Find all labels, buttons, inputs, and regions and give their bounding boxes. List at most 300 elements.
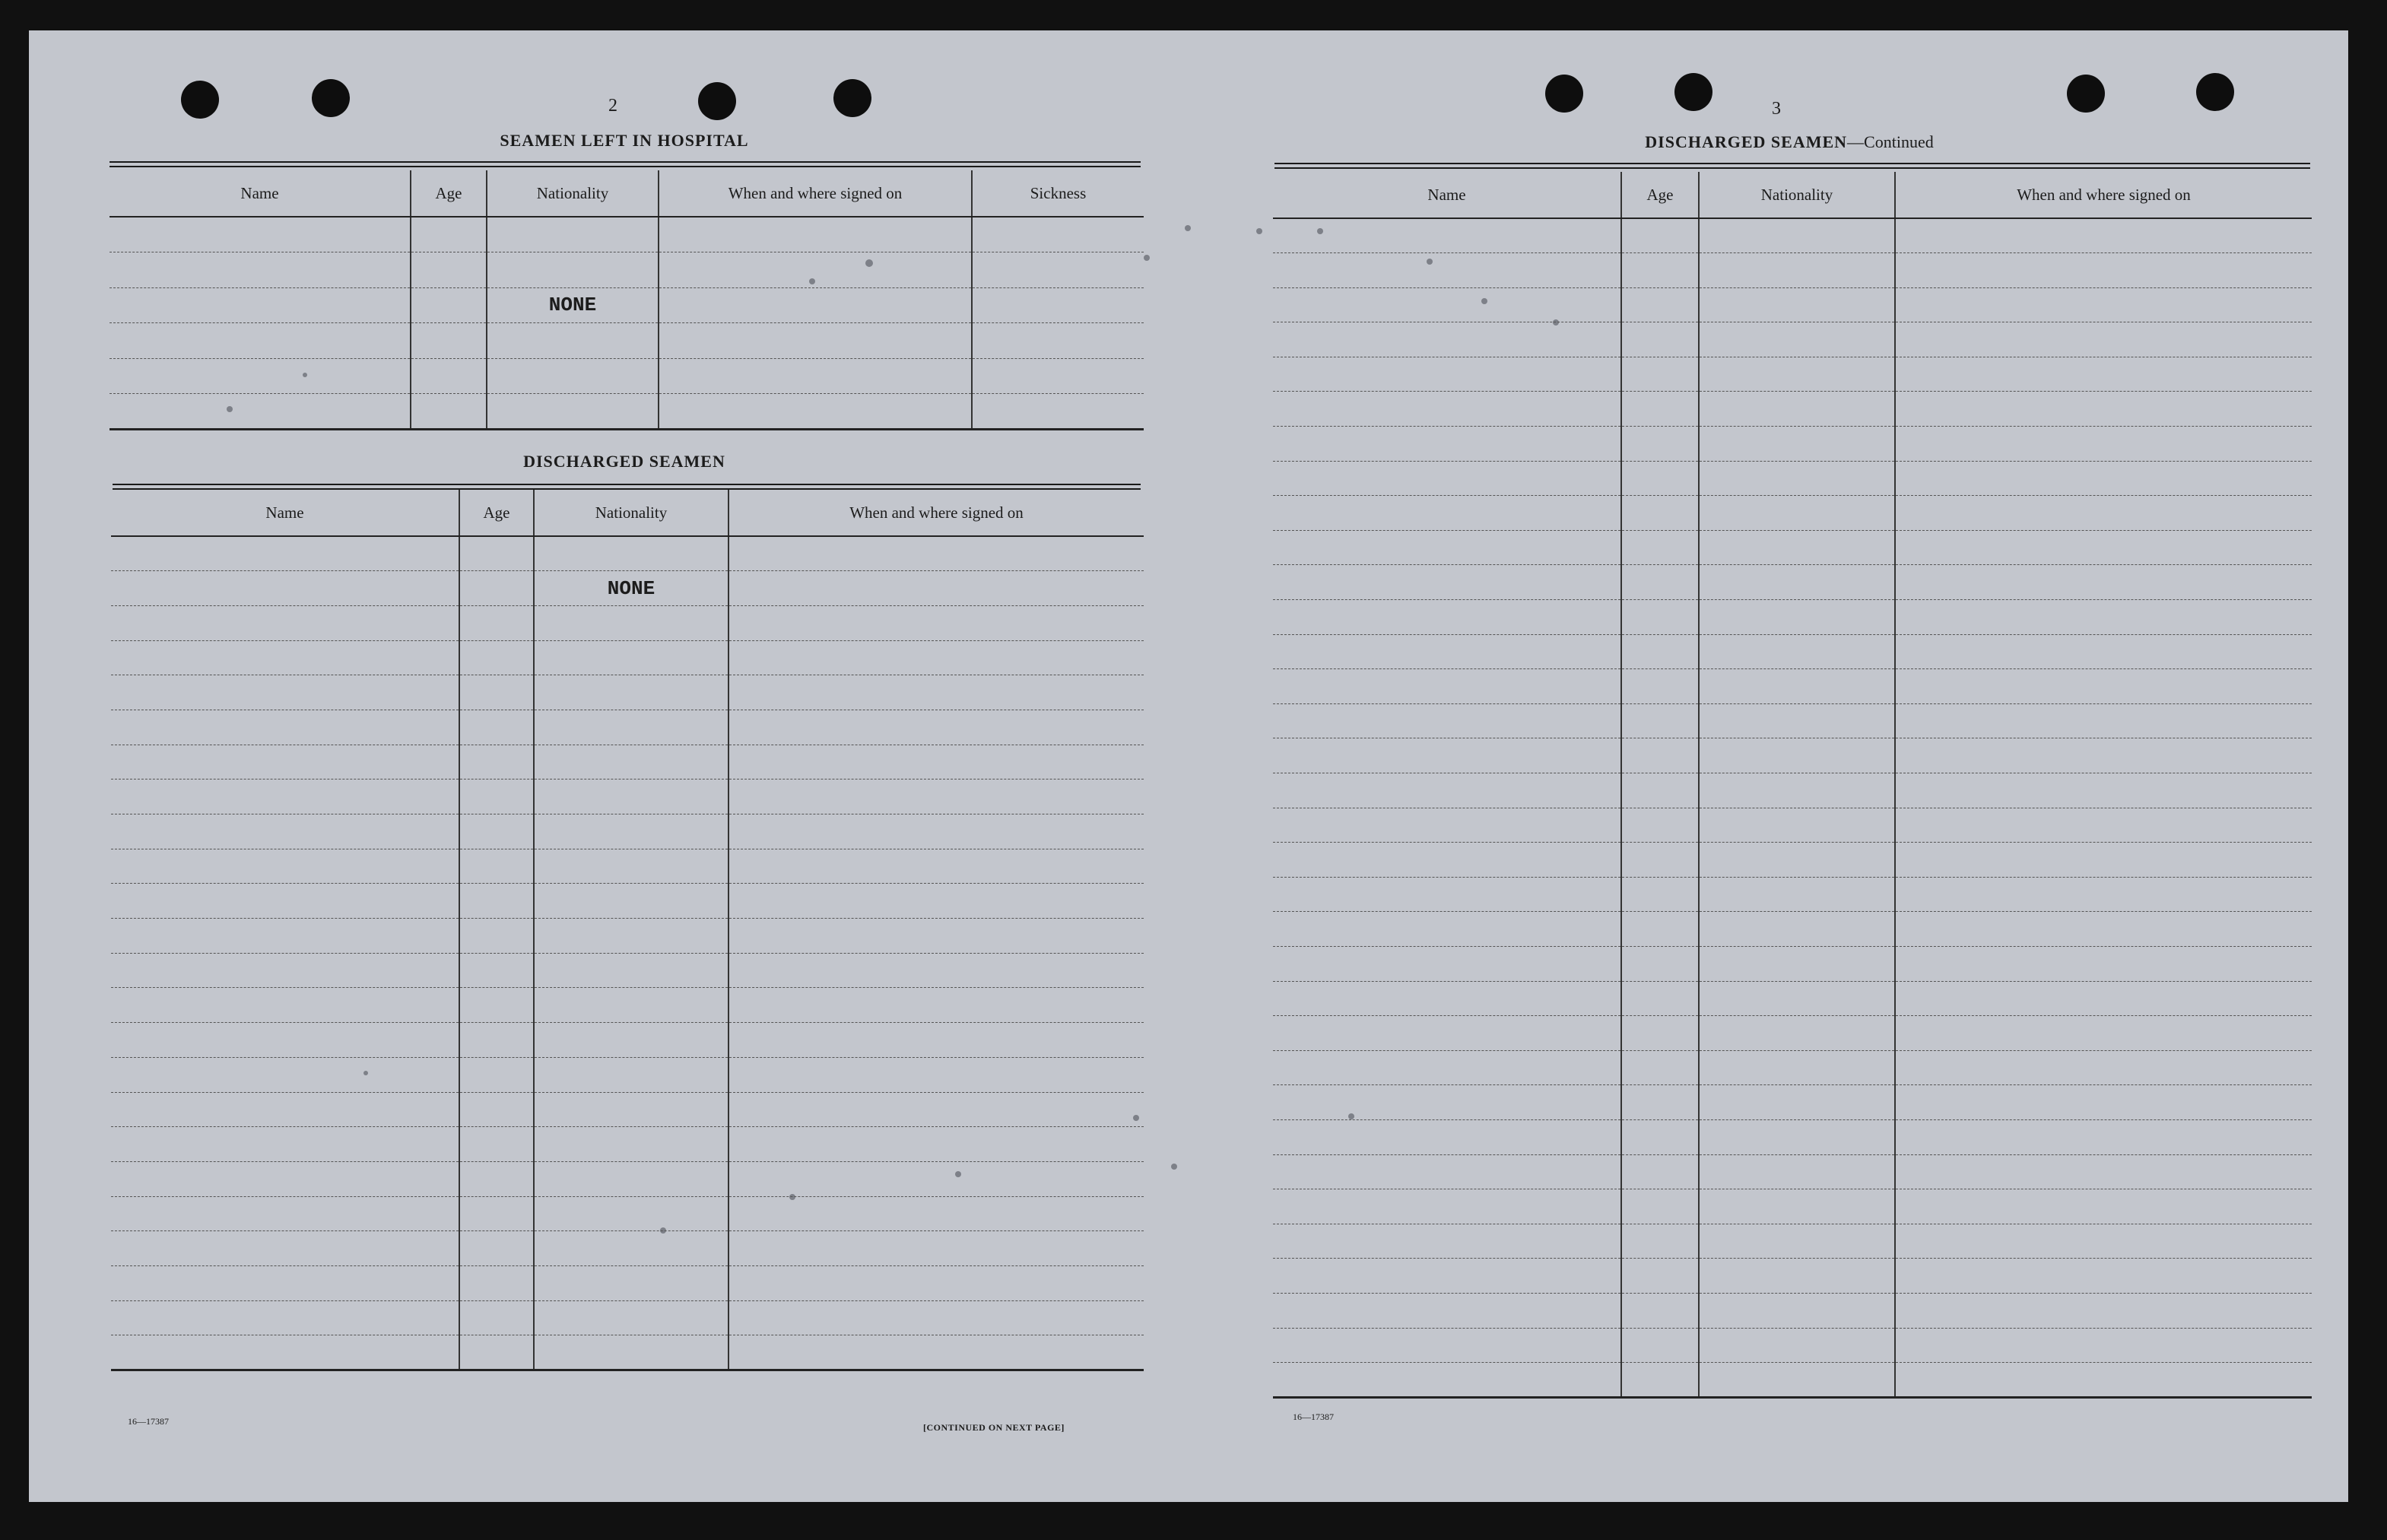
table-row: [1273, 1224, 2312, 1259]
table-cell: [111, 814, 459, 849]
table-cell: [1621, 877, 1699, 912]
table-cell: [972, 358, 1144, 394]
table-cell: [1895, 322, 2312, 357]
table-cell: [1895, 1050, 2312, 1085]
table-row: [111, 849, 1144, 884]
table-cell: [1273, 253, 1621, 288]
table-cell: [111, 1057, 459, 1092]
table-cell: [728, 745, 1144, 780]
table-cell: [1621, 738, 1699, 773]
column-header-sickness: Sickness: [972, 170, 1144, 217]
table-cell: [1273, 565, 1621, 600]
column-header-age: Age: [1621, 172, 1699, 218]
table-row: [1273, 1363, 2312, 1398]
table-cell: [534, 1023, 728, 1058]
table-cell: [1895, 1154, 2312, 1189]
table-cell: [111, 710, 459, 745]
table-row: [111, 1265, 1144, 1300]
table-cell: [1273, 773, 1621, 808]
table-cell: [1895, 1016, 2312, 1051]
table-cell: [459, 814, 534, 849]
table-cell: [728, 675, 1144, 710]
table-cell: [1273, 530, 1621, 565]
table-row: [111, 1231, 1144, 1266]
discharged-continued-table: [1273, 172, 2312, 1399]
table-cell: [728, 814, 1144, 849]
table-cell: [534, 988, 728, 1023]
table-cell: [459, 849, 534, 884]
table-cell: [1895, 946, 2312, 981]
table-row: [1273, 496, 2312, 531]
punch-hole: [698, 82, 736, 120]
table-cell: [1273, 1328, 1621, 1363]
table-cell: [1621, 565, 1699, 600]
table-cell: [659, 323, 972, 359]
table-row: [1273, 1154, 2312, 1189]
table-cell: [659, 358, 972, 394]
table-row: [110, 394, 1144, 430]
table-cell: [1273, 1363, 1621, 1398]
column-header-name: Name: [1273, 172, 1621, 218]
table-cell: [459, 953, 534, 988]
table-cell: [1621, 1154, 1699, 1189]
table-cell: [1699, 1259, 1895, 1294]
table-cell: [1699, 843, 1895, 878]
table-cell: [1621, 218, 1699, 253]
table-cell: [1699, 287, 1895, 322]
title-suffix: —Continued: [1847, 132, 1934, 151]
table-cell: [972, 394, 1144, 430]
section-rule: [113, 484, 1141, 490]
table-cell: [534, 536, 728, 571]
table-cell: [1699, 1363, 1895, 1398]
table-cell: [1621, 357, 1699, 392]
table-cell: [111, 1023, 459, 1058]
table-cell: [1273, 843, 1621, 878]
table-cell: [1895, 773, 2312, 808]
punch-hole: [2196, 73, 2234, 111]
table-cell: [1621, 1363, 1699, 1398]
table-cell: [1273, 877, 1621, 912]
table-cell: [411, 287, 487, 323]
table-cell: [1621, 530, 1699, 565]
table-cell: [1699, 738, 1895, 773]
table-cell: [1895, 565, 2312, 600]
table-cell: [534, 814, 728, 849]
table-cell: [1895, 808, 2312, 843]
table-cell: [110, 252, 411, 288]
table-cell: [459, 1231, 534, 1266]
table-cell: [1699, 218, 1895, 253]
table-cell: [459, 919, 534, 954]
table-cell: [1699, 565, 1895, 600]
table-row: [1273, 600, 2312, 635]
table-cell: [1895, 530, 2312, 565]
table-cell: [728, 571, 1144, 606]
table-cell: [534, 605, 728, 640]
column-header-nationality: Nationality: [1699, 172, 1895, 218]
table-cell: [1621, 1050, 1699, 1085]
table-row: [111, 640, 1144, 675]
table-cell: [1273, 1050, 1621, 1085]
table-cell: [487, 394, 659, 430]
table-cell: [459, 1092, 534, 1127]
table-cell: [459, 1196, 534, 1231]
table-cell: NONE: [534, 571, 728, 606]
table-cell: [534, 1335, 728, 1370]
table-cell: [1699, 253, 1895, 288]
column-header-age: Age: [459, 490, 534, 536]
table-cell: [110, 217, 411, 252]
punch-hole: [1545, 75, 1583, 113]
table-cell: [111, 745, 459, 780]
table-row: [1273, 392, 2312, 427]
punch-hole: [833, 79, 871, 117]
table-cell: [1621, 946, 1699, 981]
table-cell: [1895, 738, 2312, 773]
table-row: [111, 710, 1144, 745]
table-row: [1273, 287, 2312, 322]
table-cell: [534, 849, 728, 884]
table-row: [1273, 1050, 2312, 1085]
table-row: [1273, 738, 2312, 773]
table-cell: [534, 953, 728, 988]
table-cell: [1895, 253, 2312, 288]
table-cell: [1895, 427, 2312, 462]
table-cell: [1273, 912, 1621, 947]
table-cell: [1273, 946, 1621, 981]
table-cell: [411, 252, 487, 288]
table-row: [111, 919, 1144, 954]
speck: [1185, 225, 1191, 231]
table-cell: [1621, 843, 1699, 878]
table-cell: [1273, 1293, 1621, 1328]
table-cell: [1273, 1189, 1621, 1224]
table-cell: [534, 780, 728, 814]
table-row: [111, 1127, 1144, 1162]
table-row: [111, 571, 1144, 606]
table-cell: [534, 1300, 728, 1335]
table-row: [111, 780, 1144, 814]
table-cell: [459, 536, 534, 571]
table-cell: [1621, 392, 1699, 427]
table-cell: [534, 1127, 728, 1162]
table-cell: [659, 287, 972, 323]
punch-hole: [2067, 75, 2105, 113]
table-cell: [111, 605, 459, 640]
table-cell: [1699, 392, 1895, 427]
table-cell: [1895, 1119, 2312, 1154]
column-header-signed-on: When and where signed on: [1895, 172, 2312, 218]
punch-hole: [312, 79, 350, 117]
table-cell: [459, 745, 534, 780]
table-row: [111, 745, 1144, 780]
table-cell: [534, 1265, 728, 1300]
table-cell: [459, 1127, 534, 1162]
table-row: [1273, 565, 2312, 600]
table-row: [111, 1057, 1144, 1092]
table-cell: [1273, 287, 1621, 322]
table-cell: [1699, 357, 1895, 392]
table-cell: [1895, 357, 2312, 392]
table-cell: [459, 1161, 534, 1196]
section-rule: [110, 161, 1141, 167]
table-cell: [1621, 461, 1699, 496]
column-header-nationality: Nationality: [534, 490, 728, 536]
continued-note: [CONTINUED ON NEXT PAGE]: [923, 1422, 1065, 1433]
table-cell: [411, 358, 487, 394]
table-cell: [1699, 600, 1895, 635]
hospital-table: [110, 170, 1144, 430]
table-cell: [728, 988, 1144, 1023]
speck: [1256, 228, 1262, 234]
table-cell: [1699, 530, 1895, 565]
table-cell: [459, 675, 534, 710]
table-cell: [459, 640, 534, 675]
table-cell: [1621, 703, 1699, 738]
table-row: [111, 536, 1144, 571]
form-number: 16—17387: [128, 1416, 169, 1427]
table-cell: [459, 1335, 534, 1370]
table-cell: [1895, 981, 2312, 1016]
table-cell: [1273, 1016, 1621, 1051]
table-cell: [1273, 981, 1621, 1016]
table-cell: [111, 536, 459, 571]
table-cell: [728, 953, 1144, 988]
table-cell: [1273, 1259, 1621, 1294]
table-cell: [1273, 703, 1621, 738]
table-cell: [1273, 669, 1621, 704]
table-row: [111, 1335, 1144, 1370]
table-cell: [1895, 218, 2312, 253]
table-cell: [1273, 322, 1621, 357]
column-header-signed-on: When and where signed on: [659, 170, 972, 217]
table-cell: [534, 884, 728, 919]
table-cell: [1699, 808, 1895, 843]
table-cell: [1699, 703, 1895, 738]
table-cell: [110, 394, 411, 430]
table-cell: [111, 919, 459, 954]
table-cell: [1895, 1189, 2312, 1224]
table-cell: [111, 953, 459, 988]
column-header-signed-on: When and where signed on: [728, 490, 1144, 536]
table-row: [1273, 253, 2312, 288]
table-row: [110, 323, 1144, 359]
table-cell: [659, 217, 972, 252]
title-main: DISCHARGED SEAMEN: [1645, 132, 1848, 151]
table-row: [1273, 843, 2312, 878]
table-cell: [487, 323, 659, 359]
column-header-age: Age: [411, 170, 487, 217]
table-cell: [534, 1092, 728, 1127]
speck: [1171, 1164, 1177, 1170]
table-cell: [1699, 322, 1895, 357]
table-cell: [972, 217, 1144, 252]
discharged-continued-title: [1276, 132, 2303, 152]
table-cell: [111, 988, 459, 1023]
table-cell: NONE: [487, 287, 659, 323]
table-row: [1273, 1119, 2312, 1154]
table-cell: [1621, 287, 1699, 322]
hospital-section-title: SEAMEN LEFT IN HOSPITAL: [500, 131, 749, 150]
table-cell: [728, 1023, 1144, 1058]
table-cell: [459, 710, 534, 745]
table-cell: [459, 1023, 534, 1058]
table-cell: [1699, 669, 1895, 704]
table-cell: [728, 1335, 1144, 1370]
table-cell: [728, 1127, 1144, 1162]
table-cell: [972, 323, 1144, 359]
table-row: [1273, 877, 2312, 912]
table-row: [1273, 1085, 2312, 1120]
table-cell: [1895, 600, 2312, 635]
table-cell: [1699, 1189, 1895, 1224]
table-cell: [1895, 877, 2312, 912]
table-cell: [459, 884, 534, 919]
table-cell: [111, 640, 459, 675]
table-row: [111, 953, 1144, 988]
table-row: [111, 1161, 1144, 1196]
table-cell: [1273, 634, 1621, 669]
table-cell: [534, 710, 728, 745]
discharged-section-title: DISCHARGED SEAMEN: [523, 452, 725, 471]
table-cell: [1621, 1189, 1699, 1224]
table-row: [1273, 946, 2312, 981]
section-rule: [1274, 163, 2310, 169]
table-cell: [728, 780, 1144, 814]
table-row: [1273, 703, 2312, 738]
table-cell: [1273, 1085, 1621, 1120]
table-cell: [1699, 981, 1895, 1016]
table-cell: [1273, 600, 1621, 635]
table-row: [1273, 912, 2312, 947]
table-cell: [1273, 496, 1621, 531]
table-cell: [1895, 1293, 2312, 1328]
table-cell: [728, 536, 1144, 571]
table-cell: [1273, 461, 1621, 496]
table-cell: [110, 358, 411, 394]
table-cell: [111, 1231, 459, 1266]
table-cell: [728, 710, 1144, 745]
table-cell: [487, 358, 659, 394]
table-cell: [1699, 912, 1895, 947]
table-cell: [487, 252, 659, 288]
table-row: [1273, 808, 2312, 843]
table-cell: [534, 675, 728, 710]
table-row: [111, 605, 1144, 640]
table-cell: [1699, 1050, 1895, 1085]
table-cell: [728, 1300, 1144, 1335]
punch-hole: [181, 81, 219, 119]
table-cell: [1273, 392, 1621, 427]
table-cell: [459, 1057, 534, 1092]
table-cell: [1621, 1259, 1699, 1294]
table-cell: [1895, 1085, 2312, 1120]
table-cell: [411, 323, 487, 359]
table-cell: [1699, 1016, 1895, 1051]
table-cell: [728, 849, 1144, 884]
table-cell: [1699, 1328, 1895, 1363]
table-cell: [1273, 1224, 1621, 1259]
table-row: [111, 1300, 1144, 1335]
table-cell: [111, 849, 459, 884]
table-cell: [972, 287, 1144, 323]
table-row: [110, 252, 1144, 288]
table-cell: [1273, 1119, 1621, 1154]
table-cell: [1699, 1224, 1895, 1259]
table-cell: [1621, 1293, 1699, 1328]
table-cell: [487, 217, 659, 252]
table-cell: [1621, 981, 1699, 1016]
table-cell: [459, 1300, 534, 1335]
table-cell: [1699, 496, 1895, 531]
table-cell: [1895, 1224, 2312, 1259]
table-cell: [1895, 1259, 2312, 1294]
table-cell: [111, 1196, 459, 1231]
table-cell: [1895, 912, 2312, 947]
table-cell: [111, 675, 459, 710]
table-cell: [1895, 461, 2312, 496]
table-cell: [534, 1057, 728, 1092]
table-row: [1273, 981, 2312, 1016]
table-cell: [1699, 877, 1895, 912]
scanned-document: [29, 30, 2348, 1502]
table-cell: [1895, 843, 2312, 878]
table-cell: [110, 287, 411, 323]
table-cell: [411, 394, 487, 430]
table-cell: [111, 571, 459, 606]
table-cell: [1699, 634, 1895, 669]
table-cell: [1621, 669, 1699, 704]
table-cell: [111, 1092, 459, 1127]
table-cell: [1621, 496, 1699, 531]
table-cell: [111, 780, 459, 814]
table-cell: [1273, 218, 1621, 253]
table-cell: [534, 919, 728, 954]
table-cell: [1699, 773, 1895, 808]
table-cell: [1621, 1016, 1699, 1051]
table-cell: [110, 323, 411, 359]
table-row: [111, 814, 1144, 849]
table-cell: [459, 571, 534, 606]
table-cell: [1699, 1154, 1895, 1189]
table-cell: [1699, 1119, 1895, 1154]
table-row: [1273, 461, 2312, 496]
table-row: [1273, 634, 2312, 669]
table-cell: [111, 884, 459, 919]
table-cell: [534, 1231, 728, 1266]
table-cell: [111, 1127, 459, 1162]
table-cell: [1621, 1119, 1699, 1154]
table-cell: [1621, 427, 1699, 462]
table-cell: [1895, 287, 2312, 322]
punch-hole: [1674, 73, 1712, 111]
table-cell: [1273, 1154, 1621, 1189]
speck: [1144, 255, 1150, 261]
table-row: [111, 1196, 1144, 1231]
discharged-table: [111, 490, 1144, 1371]
table-cell: [1699, 1293, 1895, 1328]
table-cell: [111, 1265, 459, 1300]
table-cell: [1895, 669, 2312, 704]
table-cell: [728, 919, 1144, 954]
table-cell: [534, 745, 728, 780]
table-row: [111, 675, 1144, 710]
table-cell: [1699, 946, 1895, 981]
table-cell: [1621, 634, 1699, 669]
table-cell: [728, 1265, 1144, 1300]
table-cell: [111, 1300, 459, 1335]
